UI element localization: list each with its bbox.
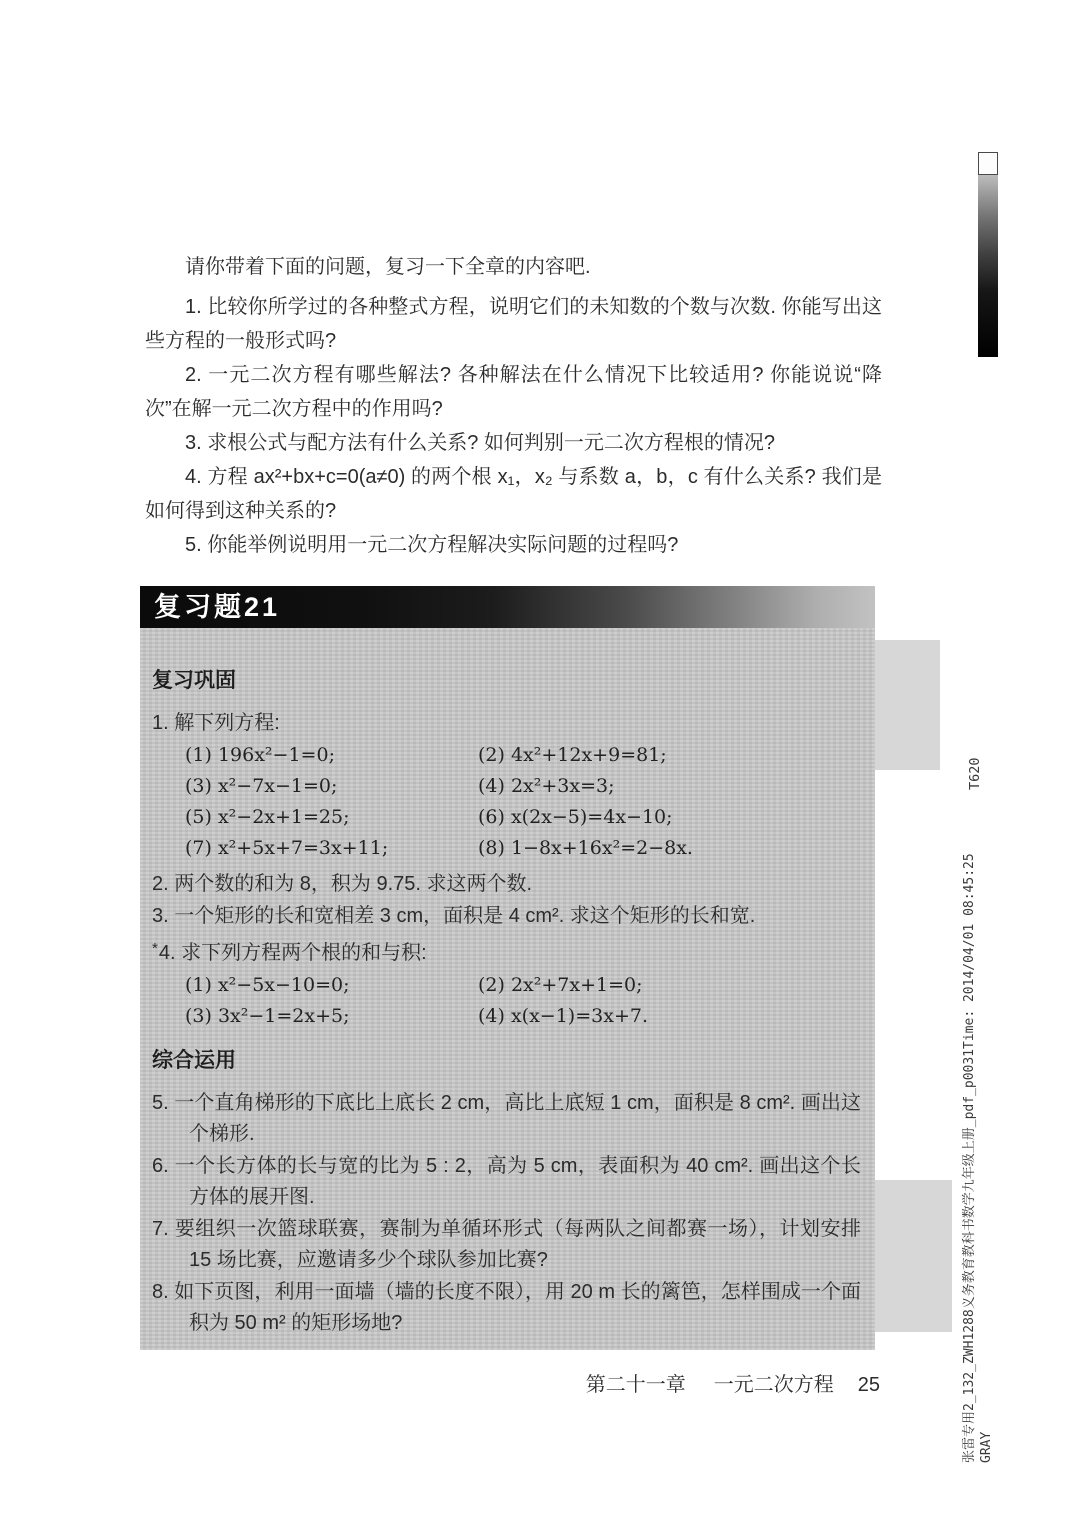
print-info-mark (961, 807, 995, 1463)
equation: (5) x²−2x+1=25; (185, 806, 350, 828)
review-question-4: 4. 方程 ax²+bx+c=0(a≠0) 的两个根 x₁，x₂ 与系数 a，b，c 有什么关系? 我们是如何得到这种关系的? (145, 466, 882, 522)
exercise-title: 复习题21 (154, 592, 281, 622)
footer-chapter: 第二十一章 (585, 1374, 686, 1396)
equation: (1) x²−5x−10=0; (185, 974, 350, 996)
page-footer (145, 1368, 880, 1397)
problem-4-label (152, 933, 861, 969)
problem-4-label-text: 4. 求下列方程两个根的和与积: (158, 942, 427, 964)
problem-2: 2. 两个数的和为 8，积为 9.75. 求这两个数. (152, 873, 533, 895)
equation: (1) 196x²−1=0; (185, 744, 335, 766)
print-code-mark: T620 (967, 757, 983, 790)
problem-1-equations (185, 740, 861, 864)
footer-page-number: 25 (857, 1374, 880, 1396)
equation: (2) 4x²+12x+9=81; (478, 744, 667, 766)
problem-1-label: 1. 解下列方程: (152, 712, 280, 734)
problem-5: 5. 一个直角梯形的下底比上底长 2 cm，高比上底短 1 cm，面积是 8 cm². 画出这个梯形. (152, 1092, 861, 1145)
print-color-mode: GRAY (979, 1431, 994, 1463)
problem-4-equations (185, 970, 861, 1032)
equation: (7) x²+5x+7=3x+11; (185, 837, 389, 859)
footer-chapter-title: 一元二次方程 (713, 1374, 834, 1396)
problem-8: 8. 如下页图，利用一面墙（墙的长度不限），用 20 m 长的篱笆，怎样围成一个面积为 50 m² 的矩形场地? (152, 1281, 861, 1334)
problem-6: 6. 一个长方体的长与宽的比为 5 : 2，高为 5 cm，表面积为 40 cm². 画出这个长方体的展开图. (152, 1155, 861, 1208)
exercise-body (140, 628, 875, 1350)
section-heading-apply: 综合运用 (152, 1049, 236, 1072)
calibration-white-patch (978, 152, 998, 175)
section-heading-review: 复习巩固 (152, 669, 236, 692)
print-info-line: 张雷专用2_132_ZWH1288义务教育教科书数学九年级上册_pdf_p0031Time: 2014/04/01 08:45:25 (962, 853, 977, 1463)
review-question-5: 5. 你能举例说明用一元二次方程解决实际问题的过程吗? (185, 534, 679, 556)
problem-3: 3. 一个矩形的长和宽相差 3 cm，面积是 4 cm². 求这个矩形的长和宽. (152, 905, 756, 927)
chapter-review-intro-section (145, 250, 882, 562)
equation: (6) x(2x−5)=4x−10; (478, 806, 673, 828)
equation: (4) x(x−1)=3x+7. (478, 1005, 648, 1027)
review-question-3: 3. 求根公式与配方法有什么关系? 如何判别一元二次方程根的情况? (185, 432, 776, 454)
review-question-1: 1. 比较你所学过的各种整式方程，说明它们的未知数的个数与次数. 你能写出这些方程的一般形式吗? (145, 296, 882, 352)
equation: (4) 2x²+3x=3; (478, 775, 615, 797)
review-intro-paragraph: 请你带着下面的问题，复习一下全章的内容吧. (185, 256, 591, 278)
equation: (3) x²−7x−1=0; (185, 775, 338, 797)
equation: (2) 2x²+7x+1=0; (478, 974, 643, 996)
optional-problem-star: * (152, 940, 158, 957)
exercise-block (140, 586, 875, 1350)
calibration-gradient (978, 175, 998, 357)
grayscale-calibration-bar (978, 152, 998, 357)
equation: (3) 3x²−1=2x+5; (185, 1005, 350, 1027)
equation: (8) 1−8x+16x²=2−8x. (478, 837, 693, 859)
exercise-title-bar (140, 586, 875, 628)
review-question-2: 2. 一元二次方程有哪些解法? 各种解法在什么情况下比较适用? 你能说说“降次”在解一元二次方程中的作用吗? (145, 364, 882, 420)
problem-7: 7. 要组织一次篮球联赛，赛制为单循环形式（每两队之间都赛一场），计划安排 15 场比赛，应邀请多少个球队参加比赛? (152, 1218, 861, 1271)
